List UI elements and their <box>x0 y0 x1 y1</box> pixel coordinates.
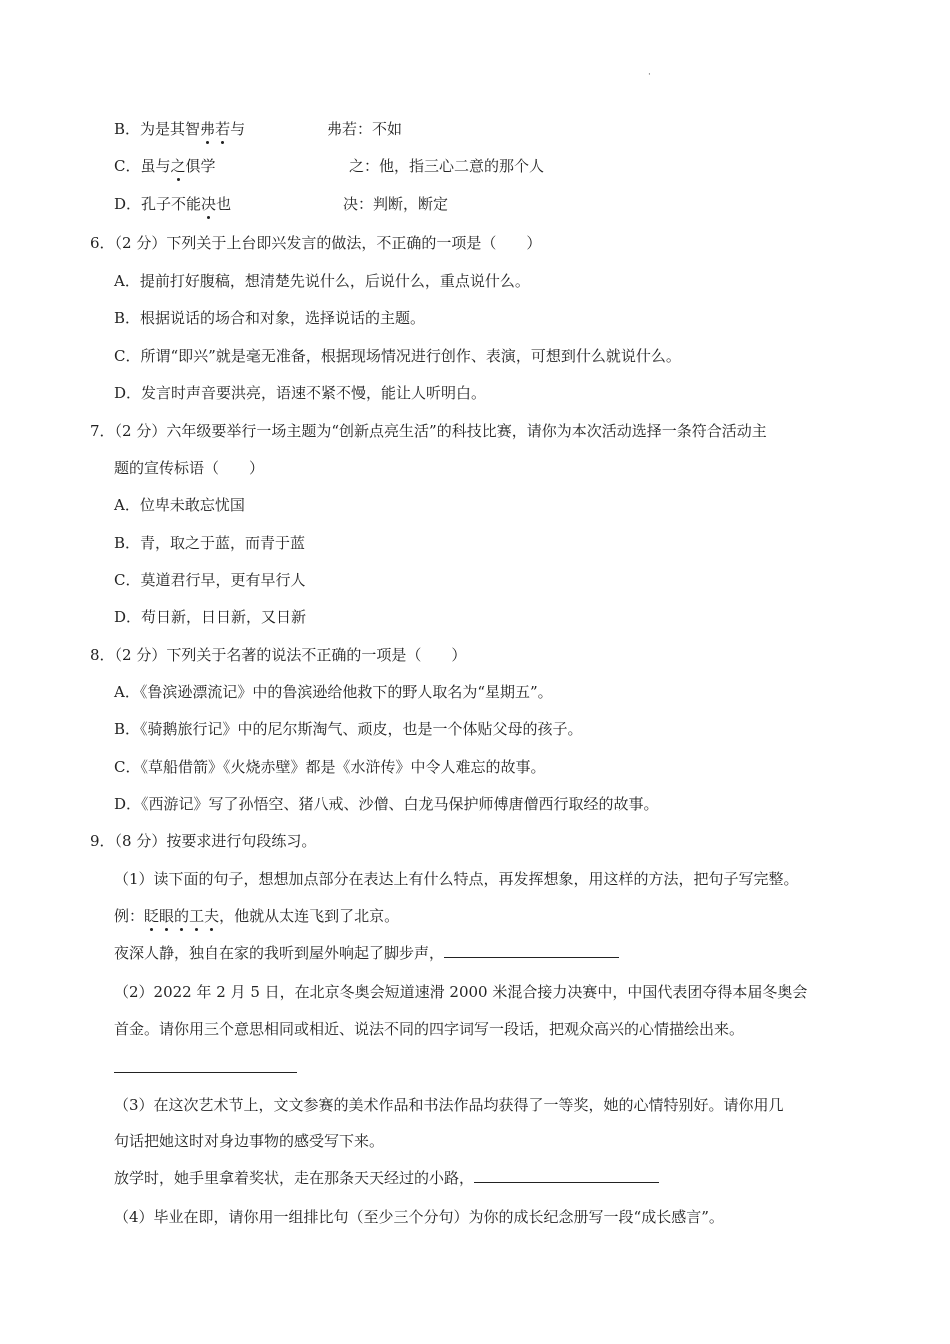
emphasis-char: 决 <box>201 195 217 213</box>
emphasis-char: 夫 <box>204 907 220 925</box>
emphasis-char: 眨 <box>144 907 160 925</box>
q9-part3-line1: （3）在这次艺术节上，文文参赛的美术作品和书法作品均获得了一等奖，她的心情特别好。请你用几 <box>114 1096 784 1114</box>
q9-part3-line2: 句话把她这时对身边事物的感受写下来。 <box>114 1132 385 1150</box>
q6-option-c[interactable]: C．所谓“即兴”就是毫无准备，根据现场情况进行创作、表演，可想到什么就说什么。 <box>114 347 681 365</box>
q9-part2-line1: （2）2022 年 2 月 5 日，在北京冬奥会短道速滑 2000 米混合接力决赛中，中国代表团夺得本届冬奥会 <box>114 983 808 1001</box>
q6-option-d[interactable]: D．发言时声音要洪亮，语速不紧不慢，能让人听明白。 <box>114 384 487 402</box>
q7-stem-line2: 题的宣传标语（ ） <box>114 459 265 477</box>
q8-option-d[interactable]: D．《西游记》写了孙悟空、猪八戒、沙僧、白龙马保护师傅唐僧西行取经的故事。 <box>114 795 659 813</box>
emphasis-char: 若 <box>215 120 231 138</box>
option-text: 也 <box>216 195 232 213</box>
emphasis-char: 之 <box>170 157 186 175</box>
answer-blank[interactable] <box>444 943 619 958</box>
q8-option-b[interactable]: B．《骑鹅旅行记》中的尼尔斯淘气、顽皮，也是一个体贴父母的孩子。 <box>114 720 583 738</box>
answer-blank[interactable] <box>114 1058 297 1073</box>
q9-stem: 9．（8 分）按要求进行句段练习。 <box>90 832 317 850</box>
option-text: 虽与 <box>140 157 171 175</box>
fill-prompt: 放学时，她手里拿着奖状，走在那条天天经过的小路， <box>114 1169 475 1187</box>
q7-option-c[interactable]: C．莫道君行早，更有早行人 <box>114 571 306 589</box>
answer-blank[interactable] <box>474 1168 659 1183</box>
q9-part3-fill <box>114 1168 659 1188</box>
q7-stem-line1: 7．（2 分）六年级要举行一场主题为“创新点亮生活”的科技比赛，请你为本次活动选择一条符合活动主 <box>90 422 767 440</box>
q9-part4-prompt: （4）毕业在即，请你用一组排比句（至少三个分句）为你的成长纪念册写一段“成长感言”。 <box>114 1208 724 1226</box>
example-text: ，他就从太连飞到了北京。 <box>219 907 400 925</box>
q7-option-a[interactable]: A．位卑未敢忘忧国 <box>114 496 245 514</box>
example-label: 例： <box>114 907 145 925</box>
q9-part1-prompt: （1）读下面的句子，想想加点部分在表达上有什么特点，再发挥想象，用这样的方法，把句子写完整。 <box>114 870 799 888</box>
q5-option-d[interactable] <box>114 194 231 214</box>
emphasis-char: 工 <box>189 907 205 925</box>
emphasis-char: 弗 <box>200 120 216 138</box>
option-text: 俱学 <box>185 157 216 175</box>
q9-part2-line2: 首金。请你用三个意思相同或相近、说法不同的四字词写一段话，把观众高兴的心情描绘出来。 <box>114 1020 745 1038</box>
q8-option-c[interactable]: C．《草船借箭》《火烧赤壁》都是《水浒传》中令人难忘的故事。 <box>114 758 546 776</box>
q5-b-note: 弗若：不如 <box>327 120 403 138</box>
q9-part1-fill <box>114 943 619 963</box>
q9-example <box>114 906 399 926</box>
q7-option-b[interactable]: B．青，取之于蓝，而青于蓝 <box>114 534 306 552</box>
q8-option-a[interactable]: A．《鲁滨逊漂流记》中的鲁滨逊给他救下的野人取名为“星期五”。 <box>114 683 553 701</box>
q7-option-d[interactable]: D．苟日新，日日新，又日新 <box>114 608 307 626</box>
option-text: 为是其智 <box>140 120 201 138</box>
header-mark: · <box>648 70 651 80</box>
q5-d-note: 决：判断，断定 <box>343 195 449 213</box>
q5-option-b[interactable] <box>114 119 245 139</box>
q6-stem: 6．（2 分）下列关于上台即兴发言的做法，不正确的一项是（ ） <box>90 234 542 252</box>
emphasis-char: 眼 <box>159 907 175 925</box>
q6-option-b[interactable]: B．根据说话的场合和对象，选择说话的主题。 <box>114 309 426 327</box>
option-label: B． <box>114 120 141 138</box>
option-label: D． <box>114 195 142 213</box>
option-text: 孔子不能 <box>141 195 202 213</box>
option-label: C． <box>114 157 141 175</box>
q6-option-a[interactable]: A．提前打好腹稿，想清楚先说什么，后说什么，重点说什么。 <box>114 272 530 290</box>
emphasis-char: 的 <box>174 907 190 925</box>
q5-option-c[interactable] <box>114 156 216 176</box>
q8-stem: 8．（2 分）下列关于名著的说法不正确的一项是（ ） <box>90 646 467 664</box>
option-text: 与 <box>230 120 246 138</box>
fill-prompt: 夜深人静，独自在家的我听到屋外响起了脚步声， <box>114 944 445 962</box>
q5-c-note: 之：他，指三心二意的那个人 <box>349 157 545 175</box>
